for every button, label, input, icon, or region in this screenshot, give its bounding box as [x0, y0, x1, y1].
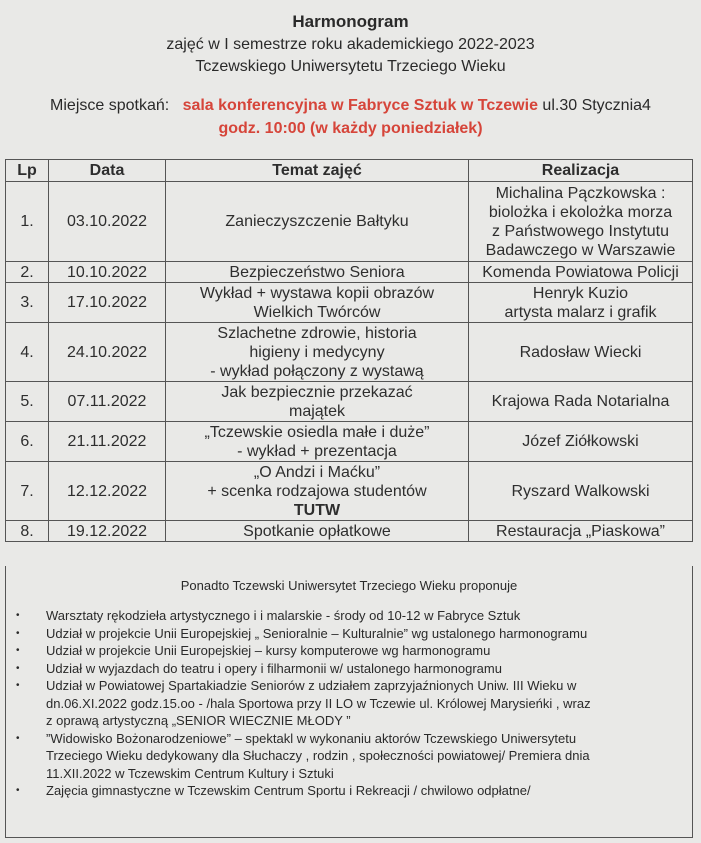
table-row — [6, 462, 693, 521]
row-realization — [469, 283, 693, 323]
topic-line: - wykład + prezentacja — [237, 442, 397, 460]
table-row — [6, 382, 693, 422]
document-subtitle-university: Tczewskiego Uniwersytetu Trzeciego Wieku — [195, 58, 506, 75]
row-realization — [469, 382, 693, 422]
row-number: 6. — [6, 422, 49, 462]
column-header-date: Data — [49, 160, 166, 182]
topic-line: Wielkich Twórców — [253, 303, 381, 321]
realization-line: Józef Ziółkowski — [522, 433, 639, 450]
row-topic — [166, 323, 469, 382]
realization-line: Restauracja „Piaskowa” — [496, 522, 665, 540]
list-item-line: ”Widowisko Bożonarodzeniowe” – spektakl w wykonaniu aktorów Tczewskiego Uniwersytetu — [46, 730, 577, 746]
bullet-icon: • — [16, 662, 20, 674]
list-item-line: Udział w projekcie Unii Europejskiej – kursy komputerowe wg harmonogramu — [46, 643, 491, 658]
row-number: 1. — [6, 182, 49, 262]
column-header-lp: Lp — [6, 160, 49, 182]
row-topic — [166, 422, 469, 462]
table-row — [6, 323, 693, 382]
row-realization — [469, 182, 693, 262]
topic-line: Jak bezpiecznie przekazać — [221, 383, 413, 401]
row-number: 4. — [6, 323, 49, 382]
topic-line: „O Andzi i Maćku” — [253, 463, 381, 481]
realization-line: biolożka i ekolożka morza — [488, 203, 673, 221]
list-item — [16, 642, 692, 660]
realization-line: Radosław Wiecki — [519, 343, 642, 361]
row-date: 03.10.2022 — [49, 182, 166, 262]
row-realization — [469, 262, 693, 283]
list-item-line: z oprawą artystyczną „SENIOR WIECZNIE MŁODY ” — [46, 713, 351, 728]
row-realization — [469, 462, 693, 521]
row-topic — [166, 182, 469, 262]
additional-offers-box — [5, 566, 693, 838]
realization-line: Krajowa Rada Notarialna — [491, 393, 670, 410]
row-realization — [469, 323, 693, 382]
list-item — [16, 660, 692, 678]
schedule-table — [5, 159, 693, 542]
topic-line: - wykład połączony z wystawą — [210, 362, 424, 380]
realization-line: artysta malarz i grafik — [504, 303, 657, 321]
row-realization — [469, 521, 693, 542]
list-item-line: Trzeciego Wieku dedykowany dla Słuchaczy , rodzin , społeczności powiatowej/ Premiera dnia — [46, 748, 590, 763]
topic-line: Bezpieczeństwo Seniora — [229, 263, 405, 281]
table-row — [6, 283, 693, 323]
list-item — [16, 782, 692, 800]
bullet-icon: • — [16, 627, 20, 639]
bullet-icon: • — [16, 732, 20, 744]
row-date: 19.12.2022 — [49, 521, 166, 542]
list-item-line: Zajęcia gimnastyczne w Tczewskim Centrum Sportu i Rekreacji / chwilowo odpłatne/ — [46, 783, 531, 798]
bullet-icon: • — [16, 645, 20, 656]
realization-line: Ryszard Walkowski — [511, 482, 650, 500]
meeting-place-address: ul.30 Stycznia4 — [542, 97, 651, 114]
realization-line: Henryk Kuzio — [532, 284, 629, 302]
list-item-line: Warsztaty rękodzieła artystycznego i i malarskie - środy od 10-12 w Fabryce Sztuk — [46, 608, 521, 623]
list-item-line: Udział w wyjazdach do teatru i opery i filharmonii w/ ustalonego harmonogramu — [46, 660, 502, 676]
additional-offers-title: Ponadto Tczewski Uniwersytet Trzeciego Wieku proponuje — [180, 578, 518, 593]
list-item-line: 11.XII.2022 w Tczewskim Centrum Kultury i Sztuki — [46, 765, 334, 781]
row-date: 24.10.2022 — [49, 323, 166, 382]
topic-line: „Tczewskie osiedla małe i duże” — [204, 423, 430, 441]
realization-line: Badawczego w Warszawie — [485, 241, 676, 259]
meeting-place-venue: sala konferencyjna w Fabryce Sztuk w Tczewie — [182, 97, 538, 114]
realization-line: Komenda Powiatowa Policji — [482, 263, 679, 281]
topic-line: Spotkanie opłatkowe — [243, 522, 391, 540]
topic-line: higieny i medycyny — [249, 343, 385, 361]
realization-line: Michalina Pączkowska : — [495, 184, 666, 202]
row-topic — [166, 382, 469, 422]
topic-line: majątek — [288, 402, 346, 420]
document-title: Harmonogram — [292, 12, 409, 31]
table-header-row — [6, 160, 693, 182]
table-row — [6, 262, 693, 283]
schedule-table-body — [6, 182, 693, 542]
additional-offers-list — [6, 607, 692, 800]
topic-line: Wykład + wystawa kopii obrazów — [199, 284, 435, 302]
row-number: 8. — [6, 521, 49, 542]
list-item — [16, 677, 692, 730]
row-number: 3. — [6, 283, 49, 323]
table-row — [6, 182, 693, 262]
topic-line: Szlachetne zdrowie, historia — [217, 324, 417, 342]
row-number: 7. — [6, 462, 49, 521]
row-topic — [166, 283, 469, 323]
row-topic — [166, 262, 469, 283]
bullet-icon: • — [16, 680, 20, 691]
row-date: 17.10.2022 — [49, 283, 166, 323]
row-number: 5. — [6, 382, 49, 422]
topic-line: TUTW — [293, 501, 341, 519]
topic-line: + scenka rodzajowa studentów — [207, 482, 427, 500]
meeting-hours: godz. 10:00 (w każdy poniedziałek) — [218, 120, 483, 137]
list-item — [16, 625, 692, 643]
meeting-place-label: Miejsce spotkań: — [50, 97, 170, 114]
topic-line: Zanieczyszczenie Bałtyku — [225, 213, 409, 230]
table-row — [6, 521, 693, 542]
list-item-line: Udział w Powiatowej Spartakiadzie Seniorów z udziałem zaprzyjaźnionych Uniw. III Wieku w — [46, 678, 577, 693]
list-item-line: Udział w projekcie Unii Europejskiej „ Senioralnie – Kulturalnie” wg ustalonego harmonogramu — [46, 625, 588, 641]
row-realization — [469, 422, 693, 462]
realization-line: z Państwowego Instytutu — [492, 222, 669, 240]
list-item — [16, 730, 692, 783]
column-header-topic: Temat zajęć — [166, 160, 469, 182]
row-date: 07.11.2022 — [49, 382, 166, 422]
row-number: 2. — [6, 262, 49, 283]
meeting-place — [0, 97, 701, 115]
table-row — [6, 422, 693, 462]
row-date: 12.12.2022 — [49, 462, 166, 521]
bullet-icon: • — [16, 610, 20, 621]
list-item-line: dn.06.XI.2022 godz.15.oo - /hala Sportowa przy II LO w Tczewie ul. Królowej Marysieńki , wraz — [46, 695, 591, 711]
bullet-icon: • — [16, 785, 20, 796]
document-subtitle-semester: zajęć w I semestrze roku akademickiego 2022-2023 — [166, 36, 535, 53]
row-topic — [166, 521, 469, 542]
row-topic — [166, 462, 469, 521]
row-date: 10.10.2022 — [49, 262, 166, 283]
row-date: 21.11.2022 — [49, 422, 166, 462]
list-item — [16, 607, 692, 625]
column-header-realization: Realizacja — [469, 160, 693, 182]
